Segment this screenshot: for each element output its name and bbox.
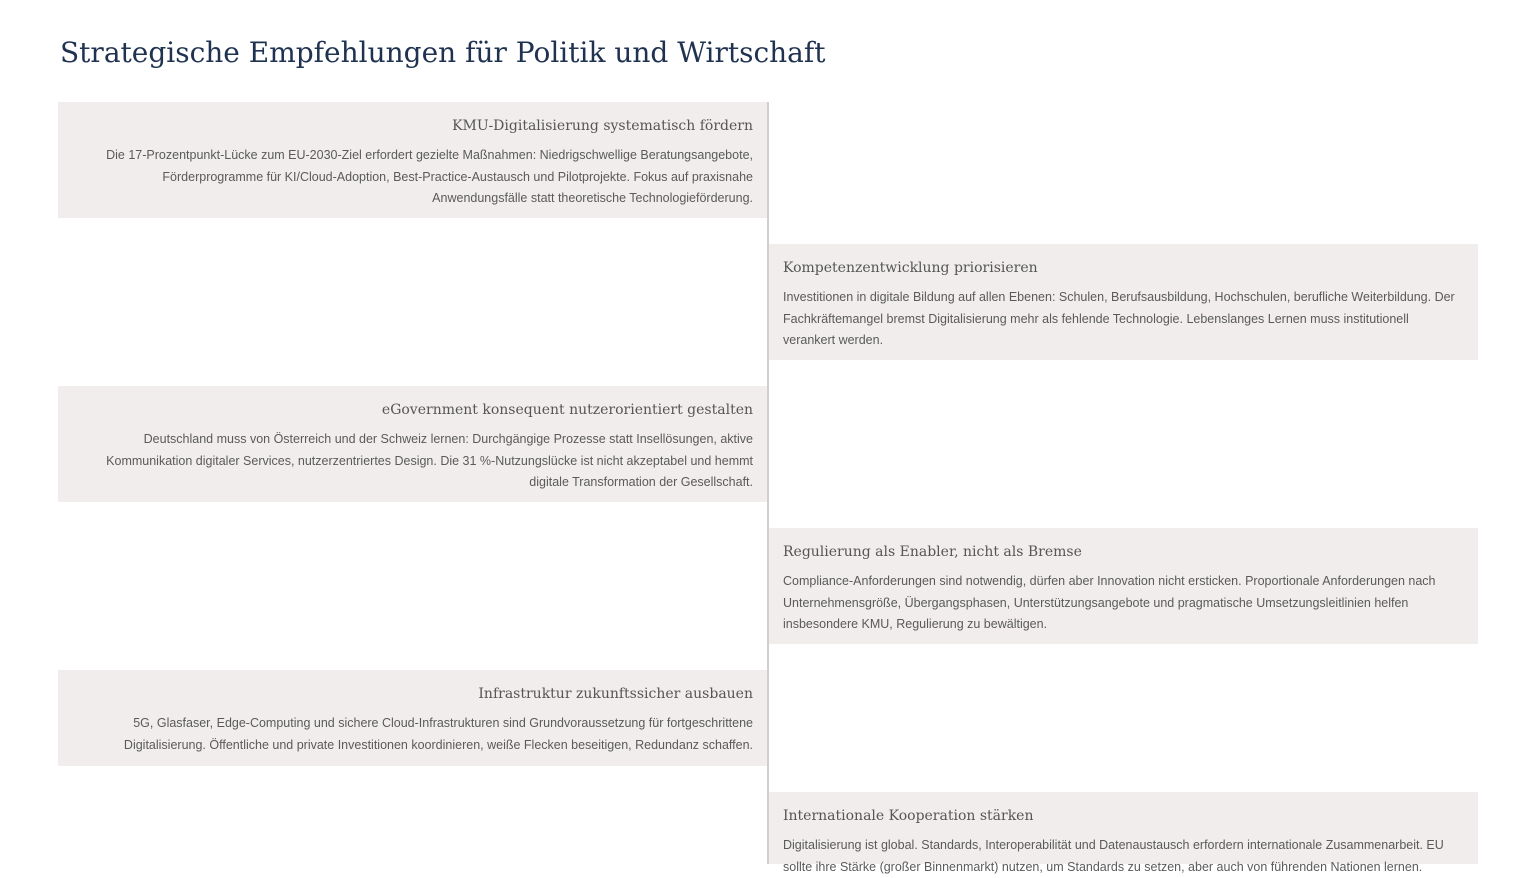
timeline-divider xyxy=(767,102,769,864)
recommendation-title: Regulierung als Enabler, nicht als Bremse xyxy=(783,544,1082,560)
recommendation-text: Digitalisierung ist global. Standards, Interoperabilität und Datenaustausch erfordern internationale Zusammenarbeit. EU sollte ihre Stärke (großer Binnenmarkt) nutzen, um Standards zu setzen, aber auch von führenden Nationen lernen. xyxy=(783,838,1444,874)
recommendation-title: Internationale Kooperation stärken xyxy=(783,808,1034,824)
recommendation-card-egovernment xyxy=(58,386,767,502)
recommendation-text: Deutschland muss von Österreich und der Schweiz lernen: Durchgängige Prozesse statt Insellösungen, aktive Kommunikation digitaler Services, nutzerzentriertes Design. Die 31 %-Nutzungslücke ist nicht akzeptabel und hemmt digitale Transformation der Gesellschaft. xyxy=(106,432,753,489)
recommendation-title: eGovernment konsequent nutzerorientiert gestalten xyxy=(381,402,753,418)
recommendation-text: Investitionen in digitale Bildung auf allen Ebenen: Schulen, Berufsausbildung, Hochschulen, berufliche Weiterbildung. Der Fachkräftemangel bremst Digitalisierung mehr als fehlende Technologie. Lebenslanges Lernen muss institutionell verankert werden. xyxy=(783,290,1455,347)
recommendation-card-infrastruktur xyxy=(58,670,767,766)
recommendation-card-kooperation xyxy=(769,792,1478,874)
recommendation-text: 5G, Glasfaser, Edge-Computing und sichere Cloud-Infrastrukturen sind Grundvoraussetzung für fortgeschrittene Digitalisierung. Öffentliche und private Investitionen koordinieren, weiße Flecken beseitigen, Redundanz schaffen. xyxy=(123,716,753,752)
recommendation-card-regulierung xyxy=(769,528,1478,644)
page-title: Strategische Empfehlungen für Politik und Wirtschaft xyxy=(60,36,826,69)
recommendation-card-kmu xyxy=(58,102,767,218)
recommendation-text: Die 17-Prozentpunkt-Lücke zum EU-2030-Ziel erfordert gezielte Maßnahmen: Niedrigschwellige Beratungsangebote, Förderprogramme für KI/Cloud-Adoption, Best-Practice-Austausch und Pilotprojekte. Fokus auf praxisnahe Anwendungsfälle statt theoretische Technologieförderung. xyxy=(106,148,753,205)
recommendation-title: Infrastruktur zukunftssicher ausbauen xyxy=(478,686,753,702)
recommendation-title: Kompetenzentwicklung priorisieren xyxy=(783,260,1038,276)
recommendation-card-kompetenz xyxy=(769,244,1478,360)
recommendation-text: Compliance-Anforderungen sind notwendig, dürfen aber Innovation nicht ersticken. Proportionale Anforderungen nach Unternehmensgröße, Übergangsphasen, Unterstützungsangebote und pragmatische Umsetzungsleitlinien helfen insbesondere KMU, Regulierung zu bewältigen. xyxy=(783,574,1436,631)
recommendation-title: KMU-Digitalisierung systematisch fördern xyxy=(452,118,753,134)
